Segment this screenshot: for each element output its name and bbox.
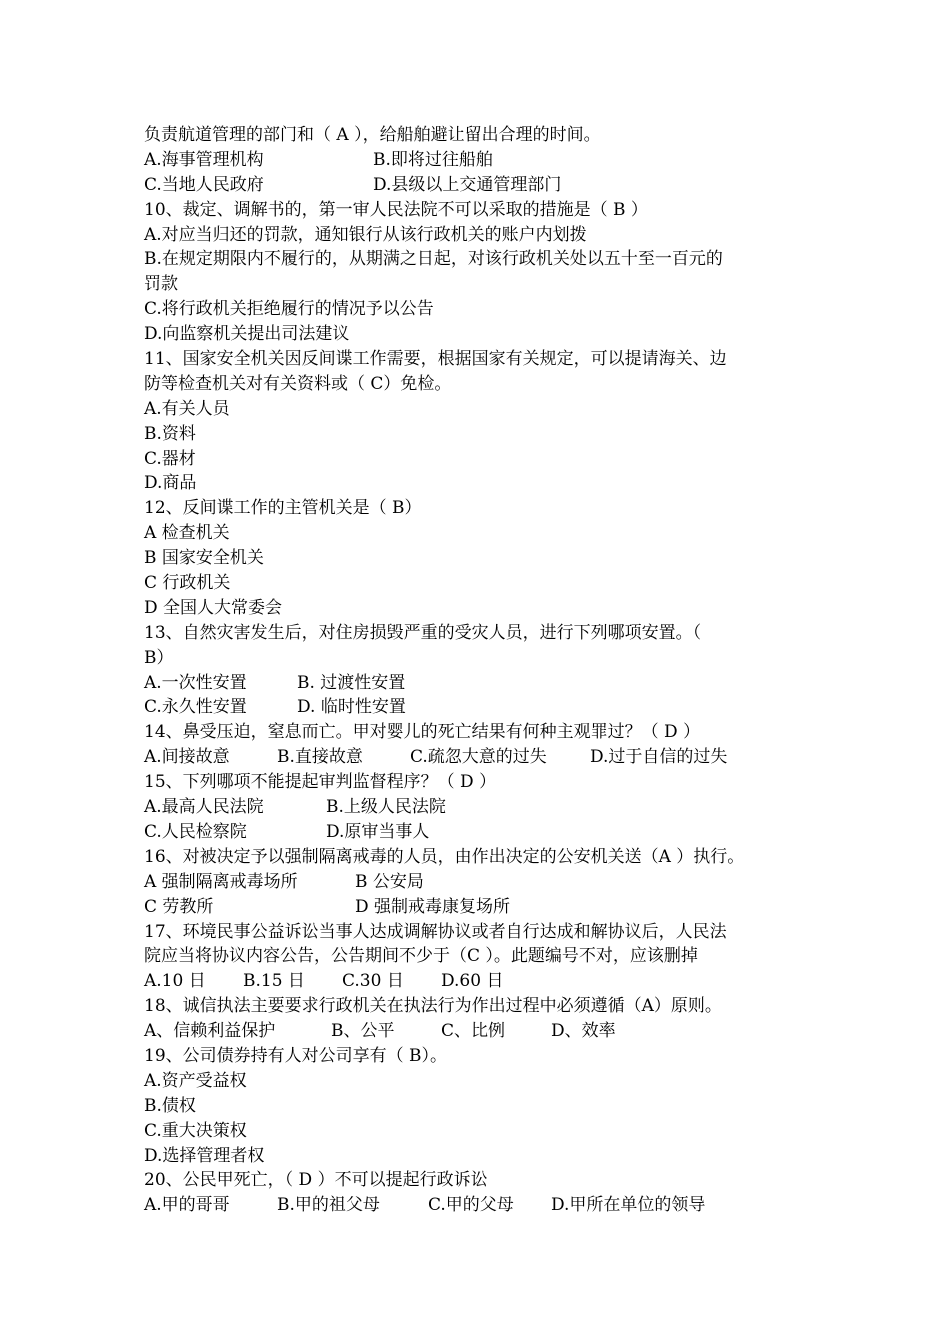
- option-text: D.60 日: [441, 971, 504, 992]
- document-body: [144, 123, 814, 1218]
- option-text: A、信赖利益保护: [144, 1021, 276, 1042]
- option-row: [144, 795, 814, 820]
- text-line: 20、公民甲死亡，（ D ）不可以提起行政诉讼: [144, 1170, 488, 1191]
- option-text: B.直接故意: [277, 747, 363, 768]
- option-text: C.当地人民政府: [144, 174, 264, 195]
- text-line: C.器材: [144, 448, 196, 469]
- text-line: 防等检查机关对有关资料或（ C）免检。: [144, 373, 452, 394]
- option-row: [144, 173, 814, 198]
- text-line: 11、国家安全机关因反间谍工作需要，根据国家有关规定，可以提请海关、边: [144, 349, 727, 370]
- option-text: A.间接故意: [144, 747, 230, 768]
- text-line: D.商品: [144, 473, 197, 494]
- text-line: 18、诚信执法主要要求行政机关在执法行为作出过程中必须遵循（A）原则。: [144, 996, 722, 1017]
- option-text: A.一次性安置: [144, 672, 247, 693]
- option-text: D.过于自信的过失: [590, 747, 728, 768]
- option-text: D、效率: [551, 1021, 616, 1042]
- option-row: [144, 969, 814, 994]
- option-text: B、公平: [331, 1021, 395, 1042]
- text-line: B.债权: [144, 1095, 196, 1116]
- option-text: A.10 日: [144, 971, 206, 992]
- option-row: [144, 1019, 814, 1044]
- text-line: D 全国人大常委会: [144, 597, 283, 618]
- option-text: C、比例: [441, 1021, 506, 1042]
- option-text: D 强制戒毒康复场所: [355, 896, 511, 917]
- option-text: A.最高人民法院: [144, 797, 264, 818]
- option-text: D. 临时性安置: [297, 697, 406, 718]
- text-line: 16、对被决定予以强制隔离戒毒的人员，由作出决定的公安机关送（A ）执行。: [144, 846, 745, 867]
- option-text: D.县级以上交通管理部门: [373, 174, 562, 195]
- text-line: B 国家安全机关: [144, 548, 264, 569]
- text-line: D.选择管理者权: [144, 1145, 265, 1166]
- text-line: 院应当将协议内容公告，公告期间不少于（C ）。此题编号不对，应该删掉: [144, 946, 698, 967]
- text-line: A.资产受益权: [144, 1070, 247, 1091]
- option-row: [144, 148, 814, 173]
- option-row: [144, 695, 814, 720]
- text-line: B.资料: [144, 423, 196, 444]
- text-line: 15、下列哪项不能提起审判监督程序？（ D ）: [144, 772, 497, 793]
- option-text: C.人民检察院: [144, 821, 247, 842]
- option-text: C.30 日: [342, 971, 404, 992]
- option-text: D.原审当事人: [326, 821, 430, 842]
- option-text: B.上级人民法院: [326, 797, 446, 818]
- text-line: 12、反间谍工作的主管机关是（ B）: [144, 498, 422, 519]
- text-line: 17、环境民事公益诉讼当事人达成调解协议或者自行达成和解协议后，人民法: [144, 921, 727, 942]
- text-line: B）: [144, 647, 174, 668]
- text-line: 13、自然灾害发生后，对住房损毁严重的受灾人员，进行下列哪项安置。（: [144, 622, 702, 643]
- text-line: A 检查机关: [144, 523, 230, 544]
- text-line: A.有关人员: [144, 398, 230, 419]
- option-text: A.甲的哥哥: [144, 1195, 230, 1216]
- option-row: [144, 671, 814, 696]
- text-line: C.重大决策权: [144, 1120, 247, 1141]
- text-line: 负责航道管理的部门和（ A ），给船舶避让留出合理的时间。: [144, 125, 601, 145]
- option-text: C 劳教所: [144, 896, 214, 917]
- option-row: [144, 1193, 814, 1218]
- option-text: A.海事管理机构: [144, 149, 264, 170]
- option-text: C.疏忽大意的过失: [410, 747, 547, 768]
- option-text: A 强制隔离戒毒场所: [144, 871, 298, 892]
- text-line: 14、鼻受压迫，窒息而亡。甲对婴儿的死亡结果有何种主观罪过？（ D ）: [144, 722, 701, 743]
- option-text: B.甲的祖父母: [277, 1195, 380, 1216]
- option-row: [144, 870, 814, 895]
- option-text: C.甲的父母: [428, 1195, 514, 1216]
- text-line: 19、公司债券持有人对公司享有（ B）。: [144, 1045, 448, 1066]
- text-line: A.对应当归还的罚款，通知银行从该行政机关的账户内划拨: [144, 224, 587, 245]
- option-text: B. 过渡性安置: [297, 672, 406, 693]
- text-line: B.在规定期限内不履行的，从期满之日起，对该行政机关处以五十至一百元的: [144, 249, 723, 270]
- option-text: B 公安局: [355, 871, 424, 892]
- option-text: D.甲所在单位的领导: [551, 1195, 706, 1216]
- text-line: C.将行政机关拒绝履行的情况予以公告: [144, 299, 434, 320]
- text-line: 罚款: [144, 274, 178, 295]
- option-text: B.即将过往船舶: [373, 149, 493, 170]
- option-row: [144, 745, 814, 770]
- option-text: B.15 日: [243, 971, 305, 992]
- text-line: 10、裁定、调解书的，第一审人民法院不可以采取的措施是（ B ）: [144, 199, 648, 220]
- text-line: D.向监察机关提出司法建议: [144, 324, 350, 345]
- option-row: [144, 820, 814, 845]
- text-line: C 行政机关: [144, 573, 231, 594]
- option-row: [144, 895, 814, 920]
- option-text: C.永久性安置: [144, 697, 247, 718]
